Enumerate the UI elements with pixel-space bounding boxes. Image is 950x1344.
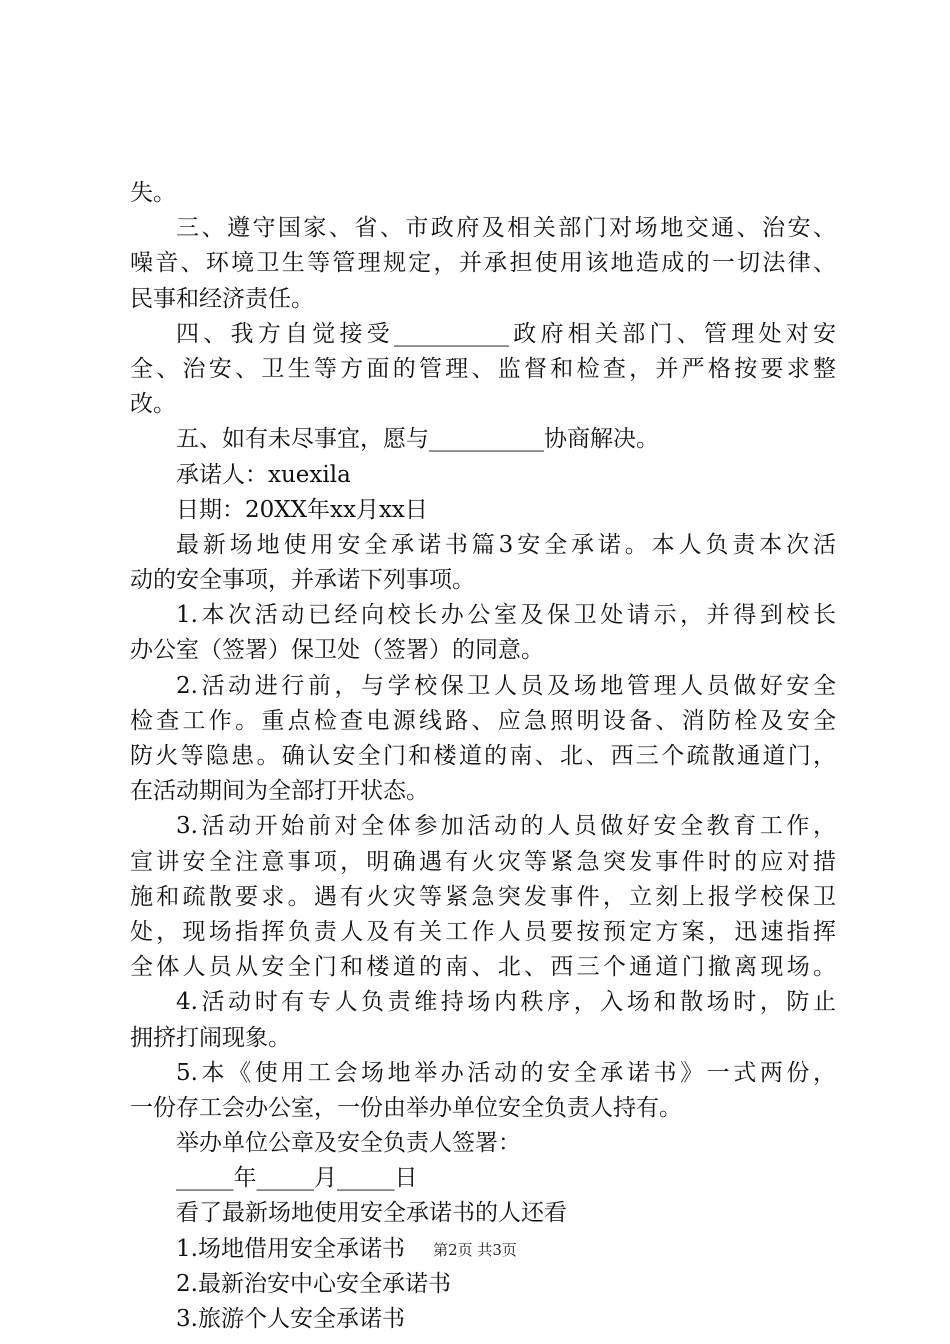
- document-body: [130, 176, 836, 1337]
- text-line: 改。: [130, 391, 176, 418]
- text-line: 三、遵守国家、省、市政府及相关部门对场地交通、治安、: [176, 215, 836, 242]
- text-line: 2.活动进行前，与学校保卫人员及场地管理人员做好安全: [176, 672, 836, 699]
- text-line: 拥挤打闹现象。: [130, 1024, 291, 1051]
- text-line: 5.本《使用工会场地举办活动的安全承诺书》一式两份，: [176, 1059, 836, 1086]
- text-line: 日期：20XX年xx月xx日: [176, 496, 428, 523]
- text-line: 举办单位公章及安全负责人签署：: [176, 1130, 521, 1157]
- text-line: 1.本次活动已经向校长办公室及保卫处请示，并得到校长: [176, 602, 836, 629]
- text-line: 办公室（签署）保卫处（签署）的同意。: [130, 637, 544, 664]
- text-line: 4.活动时有专人负责维持场内秩序，入场和散场时，防止: [176, 989, 836, 1016]
- text-line: 五、如有未尽事宜，愿与__________协商解决。: [176, 426, 659, 453]
- text-line: 处，现场指挥负责人及有关工作人员要按预定方案，迅速指挥: [130, 918, 836, 945]
- text-line: 承诺人：xuexila: [176, 461, 351, 488]
- text-line: 看了最新场地使用安全承诺书的人还看: [176, 1200, 567, 1227]
- text-line: 检查工作。重点检查电源线路、应急照明设备、消防栓及安全: [130, 707, 836, 734]
- text-line: 噪音、环境卫生等管理规定，并承担使用该地造成的一切法律、: [130, 250, 836, 277]
- text-line: 四、我方自觉接受__________政府相关部门、管理处对安: [176, 320, 836, 347]
- text-line: 最新场地使用安全承诺书篇3安全承诺。本人负责本次活: [176, 531, 836, 558]
- text-line: 全体人员从安全门和楼道的南、北、西三个通道门撤离现场。: [130, 954, 836, 981]
- text-line: 3.旅游个人安全承诺书: [176, 1306, 405, 1332]
- text-line: 3.活动开始前对全体参加活动的人员做好安全教育工作，: [176, 813, 836, 840]
- text-line: 在活动期间为全部打开状态。: [130, 778, 429, 805]
- text-line: 一份存工会办公室，一份由举办单位安全负责人持有。: [130, 1094, 682, 1121]
- text-line: 动的安全事项，并承诺下列事项。: [130, 567, 475, 594]
- page-number-footer: 第2页 共3页: [433, 1241, 517, 1259]
- text-line: 失。: [130, 180, 176, 206]
- text-line: 民事和经济责任。: [130, 285, 314, 312]
- text-line: 2.最新治安中心安全承诺书: [176, 1270, 451, 1297]
- text-line: 宣讲安全注意事项，明确遇有火灾等紧急突发事件时的应对措: [130, 848, 836, 875]
- text-line: 施和疏散要求。遇有火灾等紧急突发事件，立刻上报学校保卫: [130, 883, 836, 910]
- text-line: 1.场地借用安全承诺书: [176, 1235, 405, 1262]
- text-line: 防火等隐患。确认安全门和楼道的南、北、西三个疏散通道门，: [130, 743, 836, 769]
- text-line: 全、治安、卫生等方面的管理、监督和检查，并严格按要求整: [130, 355, 836, 382]
- text-line: _____年_____月_____日: [176, 1165, 418, 1192]
